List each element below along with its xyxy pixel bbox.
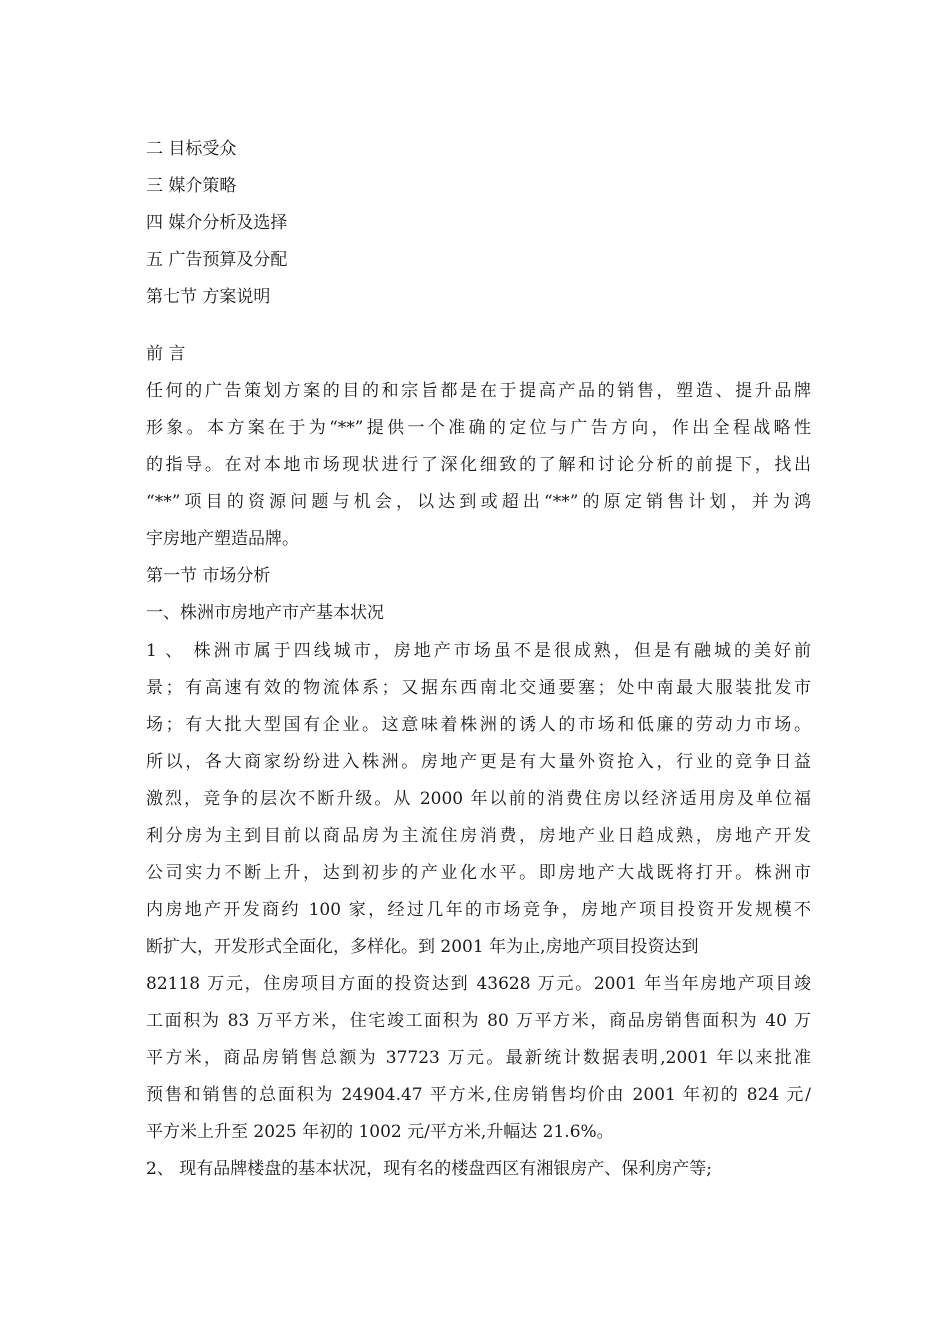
toc-item: 四 媒介分析及选择 [146,213,288,233]
toc-item: 五 广告预算及分配 [146,250,288,270]
preface-line: 任何的广告策划方案的目的和宗旨都是在于提高产品的销售，塑造、提升品牌 [146,381,811,401]
toc-item: 二 目标受众 [146,139,237,159]
paragraph-line: 激烈，竞争的层次不断升级。从 2000 年以前的消费住房以经济适用房及单位福 [146,789,811,809]
section-title: 第一节 市场分析 [146,566,271,586]
preface-title: 前 言 [146,344,186,364]
paragraph-line: 内房地产开发商约 100 家，经过几年的市场竞争，房地产项目投资开发规模不 [146,900,811,920]
paragraph-line: 公司实力不断上升，达到初步的产业化水平。即房地产大战既将打开。株洲市 [146,863,811,883]
paragraph-line: 平方米，商品房销售总额为 37723 万元。最新统计数据表明,2001 年以来批准 [146,1048,811,1068]
paragraph-line: 工面积为 83 万平方米，住宅竣工面积为 80 万平方米，商品房销售面积为 40 万 [146,1011,811,1031]
paragraph-line: 景；有高速有效的物流体系；又据东西南北交通要塞；处中南最大服装批发市 [146,678,811,698]
paragraph-line: 利分房为主到目前以商品房为主流住房消费，房地产业日趋成熟，房地产开发 [146,826,811,846]
paragraph-line: 82118 万元，住房项目方面的投资达到 43628 万元。2001 年当年房地产项目竣 [146,974,811,994]
paragraph-line: 预售和销售的总面积为 24904.47 平方米,住房销售均价由 2001 年初的 824 元/ [146,1085,811,1105]
paragraph-line: 1 、 株洲市属于四线城市，房地产市场虽不是很成熟，但是有融城的美好前 [146,641,811,661]
preface-line: 宇房地产塑造品牌。 [146,529,299,549]
paragraph-line: 2、 现有品牌楼盘的基本状况，现有名的楼盘西区有湘银房产、保利房产等; [146,1159,712,1179]
paragraph-line: 平方米上升至 2025 年初的 1002 元/平方米,升幅达 21.6%。 [146,1122,614,1142]
paragraph-line: 断扩大，开发形式全面化，多样化。到 2001 年为止,房地产项目投资达到 [146,937,699,957]
toc-item: 第七节 方案说明 [146,287,271,307]
toc-item: 三 媒介策略 [146,176,237,196]
paragraph-line: 所以，各大商家纷纷进入株洲。房地产更是有大量外资抢入，行业的竞争日益 [146,752,811,772]
subsection-title: 一、株洲市房地产市产基本状况 [146,603,384,623]
preface-line: 的指导。在对本地市场现状进行了深化细致的了解和讨论分析的前提下，找出 [146,455,811,475]
preface-line: 形象。本方案在于为“**”提供一个准确的定位与广告方向，作出全程战略性 [146,418,811,438]
paragraph-line: 场；有大批大型国有企业。这意味着株洲的诱人的市场和低廉的劳动力市场。 [146,715,811,735]
preface-line: “**”项目的资源问题与机会，以达到或超出“**”的原定销售计划，并为鸿 [146,492,811,512]
